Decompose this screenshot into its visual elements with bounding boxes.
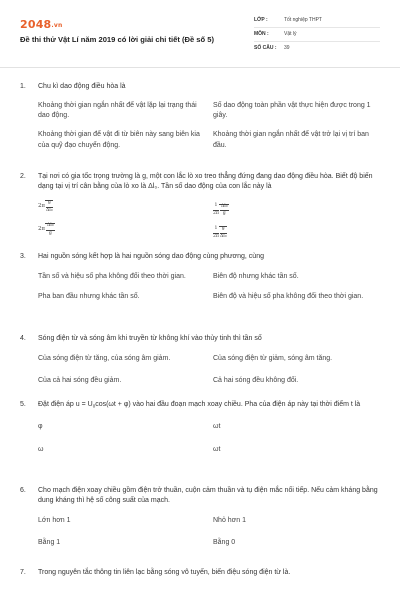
meta-value: 39	[284, 45, 290, 52]
question-stem	[20, 486, 380, 506]
option-c[interactable]: ω	[38, 446, 44, 454]
option-c[interactable]: Của cả hai sóng đều giảm.	[38, 377, 122, 385]
question-1	[20, 82, 380, 172]
option-a[interactable]: Của sóng điện từ tăng, của sóng âm giảm.	[38, 355, 171, 363]
question-3	[20, 252, 380, 334]
question-text: Sóng điện từ và sóng âm khi truyền từ không khí vào thủy tinh thì tần số	[38, 335, 262, 342]
question-stem	[20, 82, 380, 92]
meta-row-subject	[254, 28, 380, 42]
denominator: g	[222, 211, 226, 217]
logo-main: 2048	[20, 18, 52, 31]
question-6	[20, 486, 380, 568]
question-number: 7.	[20, 569, 26, 576]
question-stem	[20, 334, 380, 344]
question-stem	[20, 252, 380, 262]
option-b[interactable]: ωt	[213, 423, 221, 431]
question-number: 6.	[20, 487, 26, 494]
denominator: Δl₀	[45, 207, 53, 213]
question-list	[20, 82, 380, 578]
option-a[interactable]: Lớn hơn 1	[38, 517, 71, 525]
option-b[interactable]	[213, 200, 380, 217]
meta-row-count	[254, 42, 380, 56]
sqrt-radical	[45, 223, 55, 236]
sqrt-radical	[45, 200, 53, 213]
option-grid	[20, 354, 380, 386]
option-b[interactable]: Của sóng điện từ giảm, sóng âm tăng.	[213, 355, 333, 363]
meta-label: SỐ CÂU :	[254, 45, 277, 52]
option-a[interactable]: Khoảng thời gian ngắn nhất để vật lặp lại trạng thái dao động.	[38, 102, 197, 120]
exam-meta-table	[254, 14, 380, 56]
option-grid	[20, 101, 380, 151]
question-text: Trong nguyên tắc thông tin liên lạc bằng sóng vô tuyến, biến điệu sóng điện từ là.	[38, 569, 291, 576]
formula	[38, 223, 55, 236]
option-c[interactable]	[38, 223, 205, 240]
question-5	[20, 400, 380, 486]
meta-value: Tốt nghiệp THPT	[284, 16, 322, 23]
sqrt-radical	[219, 226, 227, 239]
meta-value: Vật lý	[284, 30, 297, 37]
option-d[interactable]: Cả hai sóng đều không đổi.	[213, 377, 299, 385]
sqrt-radical	[219, 204, 229, 217]
subscript: 0	[92, 403, 96, 409]
option-d[interactable]: ωt	[213, 446, 221, 454]
numerator: Δl₀	[46, 224, 55, 231]
option-c[interactable]: Bằng 1	[38, 539, 61, 547]
denominator: 2π	[213, 210, 219, 216]
question-text: Cho mạch điện xoay chiều gồm điện trở thuần, cuộn cảm thuần và tụ điện mắc nối tiếp. Nếu cảm kháng bằng dung kháng thì hệ số công suất của mạch.	[38, 487, 378, 505]
question-number: 2.	[20, 173, 26, 180]
numerator: Δl₀	[220, 205, 229, 212]
question-2	[20, 172, 380, 252]
formula-prefix: 2π	[38, 202, 45, 209]
option-c[interactable]: Khoảng thời gian để vật đi từ biên này sang biên kia của quỹ đạo chuyển động.	[38, 131, 200, 149]
question-stem	[20, 172, 380, 192]
fraction	[46, 224, 55, 236]
fraction	[220, 205, 229, 217]
option-a[interactable]	[38, 200, 205, 217]
numerator: g	[220, 227, 227, 234]
page-header	[0, 0, 400, 68]
question-number: 5.	[20, 401, 26, 408]
question-stem	[20, 568, 380, 578]
option-c[interactable]: Pha ban đầu nhưng khác tần số.	[38, 293, 140, 301]
logo-tld: .vn	[51, 22, 63, 29]
denominator: 2π	[213, 233, 219, 239]
denominator: g	[48, 230, 52, 236]
option-a[interactable]: φ	[38, 423, 43, 431]
meta-label: LỚP :	[254, 16, 268, 23]
option-d[interactable]	[213, 223, 380, 240]
meta-row-class	[254, 14, 380, 28]
option-a[interactable]: Tần số và hiệu số pha không đổi theo thời gian.	[38, 273, 186, 281]
meta-label: MÔN :	[254, 30, 269, 37]
formula	[213, 226, 227, 239]
formula	[213, 204, 229, 217]
document-title: Đề thi thử Vật Lí năm 2019 có lời giải chi tiết (Đề số 5)	[20, 35, 215, 44]
numerator: g	[46, 201, 53, 208]
fraction	[46, 201, 53, 213]
numerator: 1	[213, 227, 219, 234]
question-4	[20, 334, 380, 400]
question-number: 3.	[20, 253, 26, 260]
option-b[interactable]: Biên độ nhưng khác tần số.	[213, 273, 299, 281]
denominator: Δl₀	[219, 234, 227, 240]
option-d[interactable]: Biên độ và hiệu số pha không đổi theo thời gian.	[213, 293, 364, 301]
site-logo[interactable]	[20, 17, 62, 33]
question-text: Hai nguồn sóng kết hợp là hai nguồn sóng dao động cùng phương, cùng	[38, 253, 264, 260]
question-stem	[20, 400, 380, 410]
option-d[interactable]: Khoảng thời gian ngắn nhất để vật trở lại vị trí ban đầu.	[213, 131, 369, 149]
numerator: 1	[213, 204, 219, 211]
option-grid	[20, 200, 380, 239]
question-text-a: Đặt điện áp u = U	[38, 401, 93, 408]
option-grid	[20, 516, 380, 548]
question-number: 4.	[20, 335, 26, 342]
option-b[interactable]: Nhỏ hơn 1	[213, 517, 247, 525]
option-grid	[20, 422, 380, 455]
question-7	[20, 568, 380, 578]
question-number: 1.	[20, 83, 26, 90]
formula-prefix: 2π	[38, 225, 45, 232]
question-text: Chu kì dao động điều hòa là	[38, 83, 126, 90]
formula	[38, 200, 53, 213]
option-grid	[20, 272, 380, 302]
question-text-b: cos(ωt + φ) vào hai đầu đoạn mạch xoay chiều. Pha của điện áp này tại thời điểm t là	[95, 401, 361, 408]
option-d[interactable]: Bằng 0	[213, 539, 236, 547]
question-text: Tại nơi có gia tốc trọng trường là g, một con lắc lò xo treo thẳng đứng đang dao động điều hòa. Biết độ biến dạng tại vị trí cân bằng của lò xo là Δl₀. Tần số dao động của con lắc này là	[38, 173, 373, 191]
fraction	[220, 227, 227, 239]
option-b[interactable]: Số dao động toàn phần vật thực hiện được trong 1 giây.	[213, 102, 371, 120]
